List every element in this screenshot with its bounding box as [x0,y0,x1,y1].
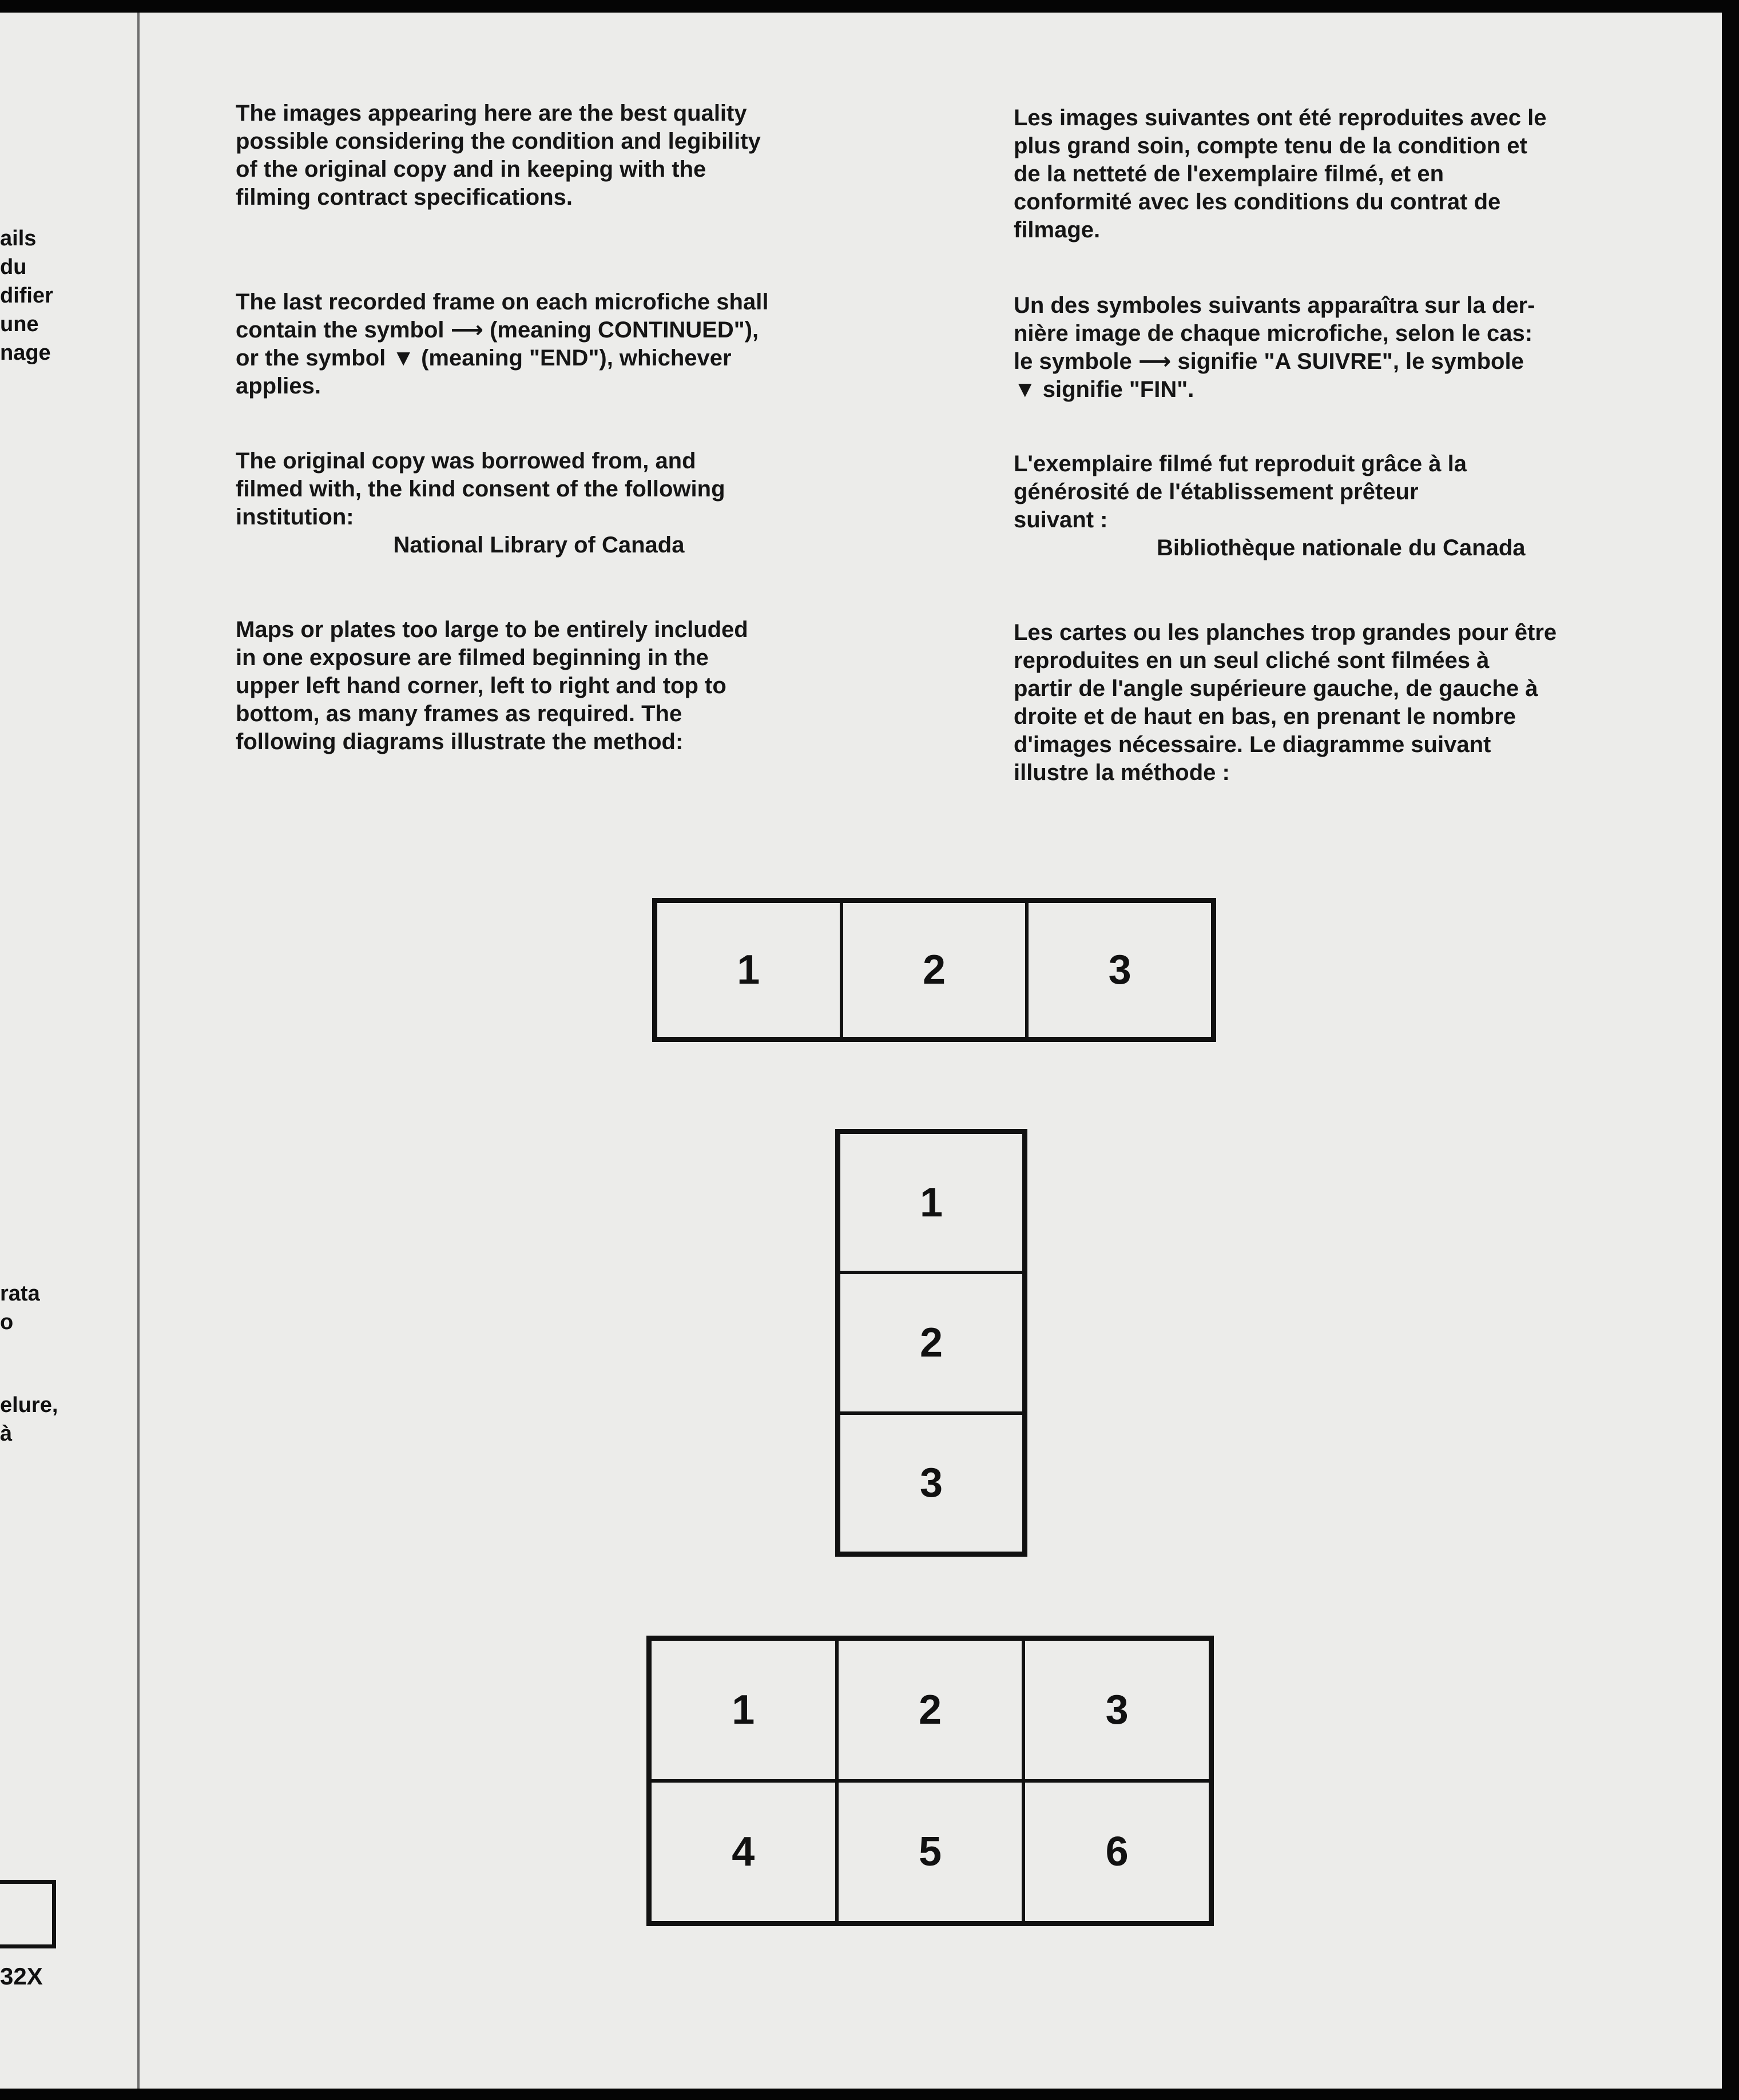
english-institution-name: National Library of Canada [393,532,685,558]
french-symbols-paragraph: Un des symboles suivants apparaîtra sur la der- nière image de chaque microfiche, selon le cas: le symbole ⟶ signifie "A SUIVRE", le symbole ▼ signifie "FIN". [1014,293,1535,402]
reduction-label: 32X [0,1963,43,1990]
frame-cell: 2 [837,1639,1024,1781]
english-quality-paragraph: The images appearing here are the best quality possible considering the condition and legibility of the original copy and in keeping with the filming contract specifications. [236,101,761,210]
page-divider [137,13,140,2089]
english-symbols-paragraph: The last recorded frame on each microfiche shall contain the symbol ⟶ (meaning CONTINUED"), or the symbol ▼ (meaning "END"), whichever applies. [236,289,769,399]
french-quality-paragraph: Les images suivantes ont été reproduites avec le plus grand soin, compte tenu de la condition et de la netteté de l'exemplaire filmé, et en conformité avec les conditions du contrat de filmage. [1014,105,1547,242]
english-institution-paragraph: The original copy was borrowed from, and filmed with, the kind consent of the following institution: National Library of Canada [236,447,842,559]
left-fragment: o [0,1310,14,1334]
frame-cell: 3 [1027,901,1213,1039]
diagram-grid [646,1636,1214,1926]
frame-cell: 2 [839,1272,1024,1413]
left-fragment: à [0,1422,13,1446]
frame-cell: 3 [839,1413,1024,1553]
french-maps-paragraph: Les cartes ou les planches trop grandes pour être reproduites en un seul cliché sont filmées à partir de l'angle supérieure gauche, de gauche à droite et de haut en bas, en prenant le nombre d'images nécessaire. Le diagramme suivant illustre la méthode : [1014,620,1557,785]
frame-cell: 1 [839,1132,1024,1272]
diagram-row [652,898,1216,1042]
french-institution-paragraph: L'exemplaire filmé fut reproduit grâce à la générosité de l'établissement prêteur suivant : Bibliothèque nationale du Canada [1014,450,1626,562]
left-fragment: une [0,312,39,336]
frame-cell: 3 [1023,1639,1210,1781]
left-fragment: elure, [0,1393,58,1417]
left-fragment: ails [0,226,37,250]
frame-cell: 6 [1023,1781,1210,1923]
frame-cell: 1 [656,901,841,1039]
french-institution-name: Bibliothèque nationale du Canada [1157,535,1526,560]
resolution-target-box [0,1880,56,1948]
english-maps-paragraph: Maps or plates too large to be entirely included in one exposure are filmed beginning in the upper left hand corner, left to right and top to bottom, as many frames as required. The following diagrams illustrate the method: [236,617,748,754]
left-fragment: nage [0,341,51,365]
microfiche-target-page [0,13,1722,2089]
frame-cell: 4 [650,1781,837,1923]
left-fragment: difier [0,284,53,308]
frame-cell: 5 [837,1781,1024,1923]
diagram-column [835,1129,1027,1557]
frame-cell: 1 [650,1639,837,1781]
left-fragment: du [0,255,27,279]
left-fragment: rata [0,1282,40,1306]
frame-cell: 2 [841,901,1027,1039]
